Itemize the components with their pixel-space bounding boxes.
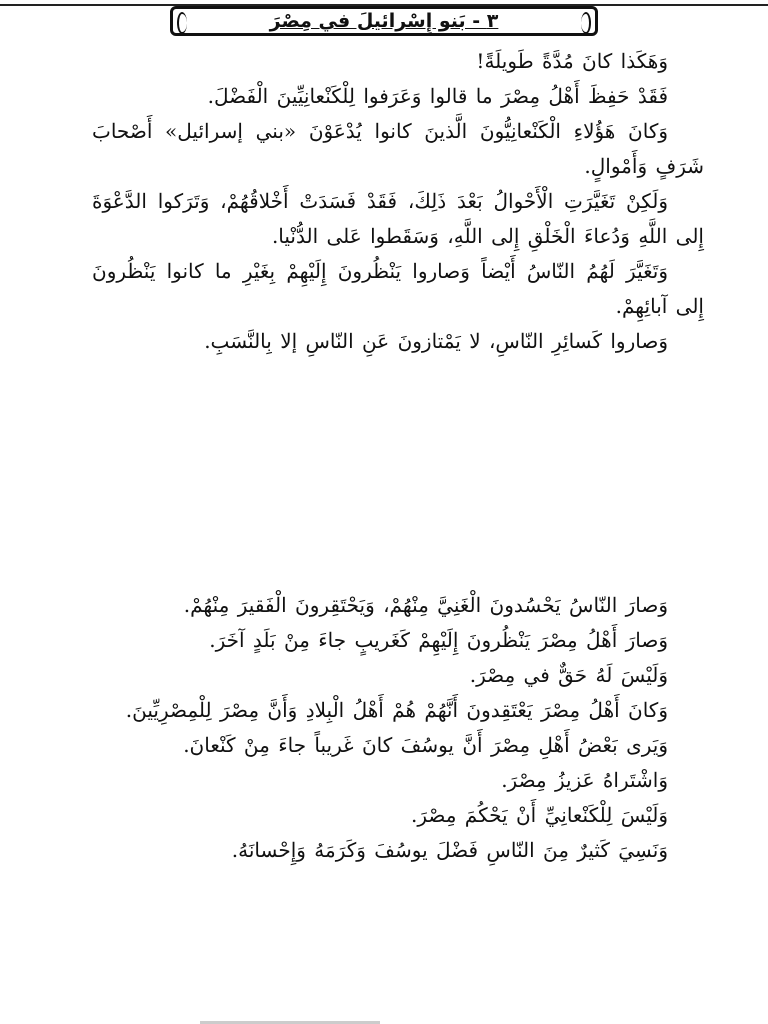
paragraph: وَلَيْسَ لَهُ حَقٌّ في مِصْرَ.	[469, 663, 668, 687]
paragraph: وَيَرى بَعْضُ أَهْلِ مِصْرَ أَنَّ يوسُفَ كانَ غَريباً جاءَ مِنْ كَنْعانَ.	[183, 733, 668, 757]
paragraph: وَلَكِنْ تَغَيَّرَتِ الْأَحْوالُ بَعْدَ ذَلِكَ، فَقَدْ فَسَدَتْ أَخْلاقُهُمْ، وَتَرَكوا الدَّعْوَةَ إِلى اللَّهِ وَدُعاءَ الْخَلْقِ إِلى اللَّهِ، وَسَقَطوا عَلى الدُّنْيا.	[92, 189, 704, 248]
paragraph: وَصارَ النّاسُ يَحْسُدونَ الْغَنِيَّ مِنْهُمْ، وَيَحْتَقِرونَ الْفَقيرَ مِنْهُمْ.	[183, 593, 668, 617]
paragraph: وَكانَ أَهْلُ مِصْرَ يَعْتَقِدونَ أَنَّهُمْ هُمْ أَهْلُ الْبِلادِ وَأَنَّ مِصْرَ لِلْمِصْرِيِّينَ.	[125, 698, 668, 722]
paragraph: وَكانَ هَؤُلاءِ الْكَنْعانِيُّونَ الَّذينَ كانوا يُدْعَوْنَ «بني إسرائيل» أَصْحابَ شَرَفٍ وَأَمْوالٍ.	[92, 119, 704, 178]
paragraph: وَاشْتَراهُ عَزيزُ مِصْرَ.	[501, 768, 668, 792]
paragraph: وَلَيْسَ لِلْكَنْعانِيِّ أَنْ يَحْكُمَ مِصْرَ.	[410, 803, 668, 827]
lower-text-block	[92, 588, 704, 868]
upper-text-block	[92, 44, 704, 359]
paragraph: فَقَدْ حَفِظَ أَهْلُ مِصْرَ ما قالوا وَعَرَفوا لِلْكَنْعانِيِّينَ الْفَضْلَ.	[207, 84, 668, 108]
paragraph: وَتَغَيَّرَ لَهُمُ النّاسُ أَيْضاً وَصاروا يَنْظُرونَ إِلَيْهِمْ بِغَيْرِ ما كانوا يَنْظُرونَ إِلى آبائِهِمْ.	[92, 259, 704, 318]
paragraph: وَنَسِيَ كَثيرٌ مِنَ النّاسِ فَضْلَ يوسُفَ وَكَرَمَهُ وَإِحْسانَهُ.	[231, 838, 668, 862]
chapter-title-frame	[170, 6, 598, 36]
chapter-title: ٣ - بَنو إِسْرائيلَ في مِصْرَ	[269, 10, 499, 32]
paragraph: وَصاروا كَسائِرِ النّاسِ، لا يَمْتازونَ عَنِ النّاسِ إلا بِالنَّسَبِ.	[204, 329, 668, 353]
paragraph: وَهَكَذا كانَ مُدَّةً طَويلَةً!	[476, 49, 668, 73]
paragraph: وَصارَ أَهْلُ مِصْرَ يَنْظُرونَ إِلَيْهِمْ كَغَريبٍ جاءَ مِنْ بَلَدٍ آخَرَ.	[209, 628, 668, 652]
